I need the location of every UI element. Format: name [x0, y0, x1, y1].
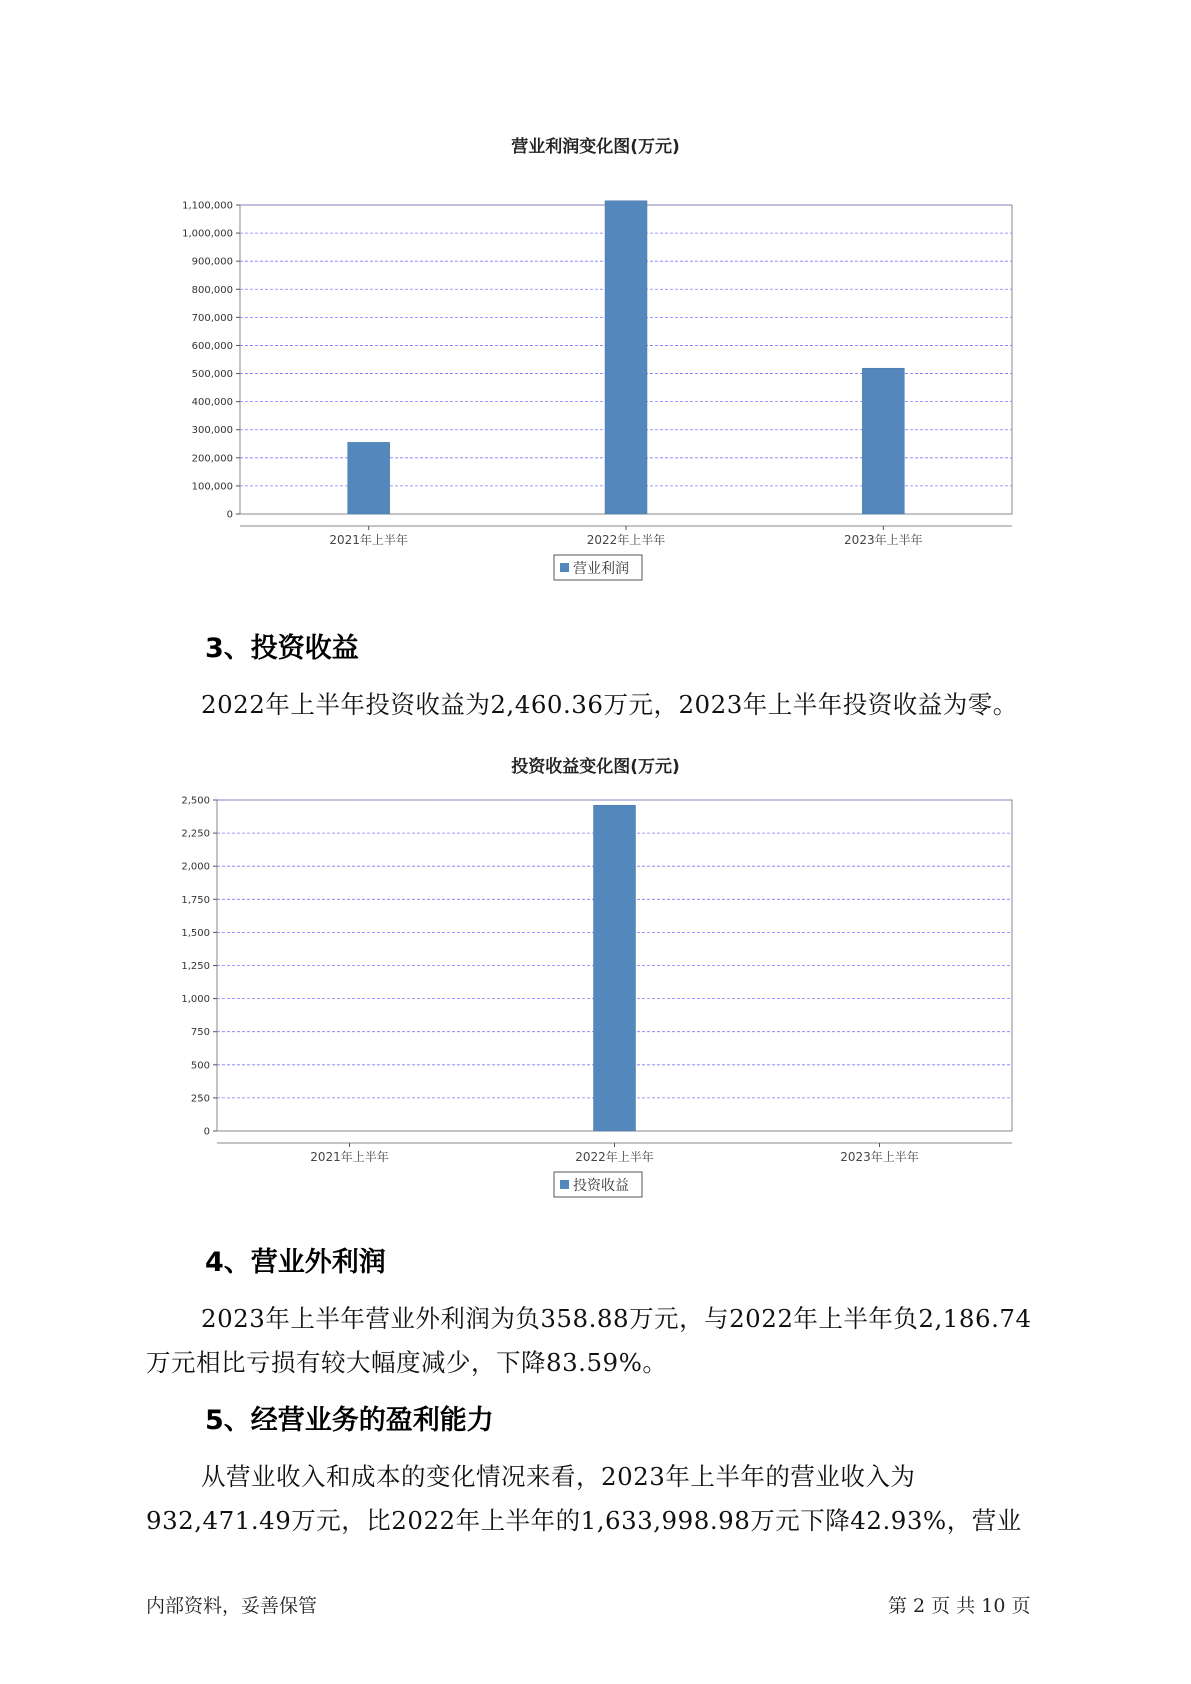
y-tick-label: 750: [190, 1027, 210, 1039]
section-3-heading: 3、投资收益: [205, 633, 359, 664]
y-tick-label: 700,000: [191, 312, 233, 324]
y-tick-label: 100,000: [191, 481, 233, 493]
chart2-title: 投资收益变化图(万元): [511, 757, 680, 777]
bar: [605, 201, 647, 514]
y-tick-label: 250: [190, 1093, 210, 1105]
x-tick-label: 2021年上半年: [329, 533, 408, 547]
footer-page-number: 第 2 页 共 10 页: [888, 1595, 1031, 1617]
investment-income-chart: [0, 790, 1191, 1220]
bar: [594, 805, 636, 1131]
footer-left: 内部资料，妥善保管: [146, 1595, 318, 1617]
legend-label: 投资收益: [573, 1178, 629, 1194]
x-tick-label: 2023年上半年: [840, 1150, 919, 1164]
legend-swatch: [560, 1180, 569, 1189]
x-tick-label: 2022年上半年: [586, 533, 666, 547]
x-tick-label: 2023年上半年: [844, 533, 923, 547]
section-4-paragraph: [146, 1297, 1076, 1385]
y-tick-label: 200,000: [191, 453, 233, 465]
y-tick-label: 800,000: [191, 284, 233, 296]
y-tick-label: 2,250: [181, 828, 210, 840]
paragraph-line: 2022年上半年投资收益为2,460.36万元，2023年上半年投资收益为零。: [201, 690, 1018, 719]
y-tick-label: 400,000: [191, 397, 233, 409]
y-tick-label: 1,000: [181, 994, 210, 1006]
y-tick-label: 600,000: [191, 340, 233, 352]
y-tick-label: 500,000: [191, 369, 233, 381]
y-tick-label: 1,500: [181, 927, 210, 939]
section-4-heading: 4、营业外利润: [205, 1247, 386, 1278]
section-5-paragraph: [146, 1455, 1076, 1543]
x-tick-label: 2022年上半年: [575, 1150, 654, 1164]
operating-profit-chart: [0, 170, 1191, 600]
x-tick-label: 2021年上半年: [310, 1150, 389, 1164]
y-tick-label: 300,000: [191, 425, 233, 437]
bar: [862, 368, 904, 514]
y-tick-label: 2,000: [181, 861, 210, 873]
y-tick-label: 0: [203, 1126, 210, 1138]
paragraph-line: 万元相比亏损有较大幅度减少，下降83.59%。: [146, 1348, 668, 1377]
paragraph-line: 从营业收入和成本的变化情况来看，2023年上半年的营业收入为: [201, 1462, 916, 1491]
y-tick-label: 2,500: [181, 795, 210, 807]
section-5-heading: 5、经营业务的盈利能力: [205, 1405, 494, 1436]
y-tick-label: 1,250: [181, 961, 210, 972]
y-tick-label: 1,000,000: [182, 228, 233, 240]
legend-label: 营业利润: [573, 561, 629, 577]
paragraph-line: 932,471.49万元，比2022年上半年的1,633,998.98万元下降42.93%，营业: [146, 1506, 1022, 1535]
y-tick-label: 1,750: [181, 894, 210, 906]
y-tick-label: 500: [190, 1060, 210, 1072]
chart1-title: 营业利润变化图(万元): [511, 137, 680, 157]
y-tick-label: 0: [226, 509, 233, 521]
y-tick-label: 900,000: [191, 256, 233, 268]
paragraph-line: 2023年上半年营业外利润为负358.88万元，与2022年上半年负2,186.74: [201, 1304, 1032, 1333]
legend-swatch: [560, 563, 569, 572]
y-tick-label: 1,100,000: [182, 200, 233, 212]
bar: [348, 442, 390, 514]
section-3-paragraph: [146, 683, 1076, 727]
